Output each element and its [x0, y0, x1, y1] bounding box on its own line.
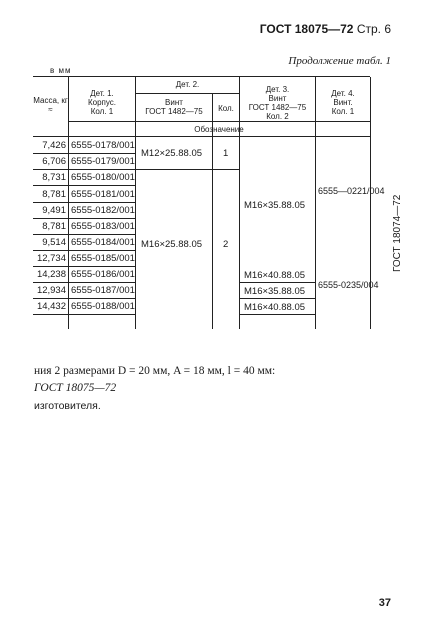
designation-header: Обозначение — [194, 125, 244, 134]
row-separator — [33, 153, 135, 154]
det1-cell: 6555-0183/001 — [71, 221, 135, 232]
det1-cell: 6555-0184/001 — [71, 237, 135, 248]
table-top-border — [33, 76, 370, 77]
standard-number: ГОСТ 18075—72 — [259, 22, 354, 36]
det3-cell: M16×40.88.05 — [244, 270, 306, 281]
det2-qty-group2: 2 — [223, 239, 229, 250]
body-text-line: ния 2 размерами D = 20 мм, A = 18 мм, l = 40 мм: — [34, 365, 276, 377]
units-label: в мм — [50, 66, 72, 75]
det4-screw-label: Винт. — [333, 98, 353, 107]
mass-cell: 14,432 — [36, 301, 66, 312]
row-separator — [33, 298, 135, 299]
det1-cell: 6555-0187/001 — [71, 285, 135, 296]
table-continuation-label: Продолжение табл. 1 — [288, 55, 391, 67]
row-separator — [33, 234, 135, 235]
header-det2-screw — [136, 98, 212, 116]
mass-cell: 7,426 — [42, 140, 66, 151]
row-separator — [33, 314, 135, 315]
det3-standard: ГОСТ 1482—75 — [248, 103, 307, 112]
mass-cell: 6,706 — [42, 156, 66, 167]
header-det3 — [240, 85, 315, 121]
header-mass-label: Масса, кг — [33, 96, 68, 105]
det1-cell: 6555-0186/001 — [71, 269, 135, 280]
det2-group-separator — [135, 169, 239, 170]
side-standard-label: ГОСТ 18074—72 — [392, 194, 403, 272]
designation-row-top — [68, 121, 370, 122]
det2-standard: ГОСТ 1482—75 — [145, 107, 203, 116]
det1-cell: 6555-0180/001 — [71, 172, 135, 183]
det1-cell: 6555-0179/001 — [71, 156, 135, 167]
row-separator — [33, 202, 135, 203]
header-mass — [33, 96, 68, 114]
header-det4 — [316, 89, 370, 116]
page-label: Стр. 6 — [356, 22, 391, 36]
header-mass-extra: ≈ — [48, 105, 53, 114]
row-separator — [33, 185, 135, 186]
header-det1 — [69, 89, 135, 116]
row-separator — [33, 218, 135, 219]
mass-cell: 8,781 — [42, 189, 66, 200]
row-separator — [33, 250, 135, 251]
row-separator — [33, 266, 135, 267]
det1-cell: 6555-0185/001 — [71, 253, 135, 264]
det3-cell: M16×40.88.05 — [244, 302, 306, 313]
det3-screw-group1: M16×35.88.05 — [244, 200, 306, 211]
mass-cell: 12,734 — [36, 253, 66, 264]
det1-cell: 6555-0188/001 — [71, 301, 135, 312]
page-number: 37 — [378, 597, 391, 609]
det3-separator — [239, 282, 315, 283]
mass-cell: 14,238 — [36, 269, 66, 280]
body-text-line: ГОСТ 18075—72 — [34, 382, 117, 394]
mass-cell: 12,934 — [36, 285, 66, 296]
header-det2-qty: Кол. — [218, 104, 234, 113]
det4-title: Дет. 4. — [331, 89, 355, 98]
row-separator — [33, 169, 135, 170]
mass-cell: 8,731 — [42, 172, 66, 183]
det3-qty: Кол. 2 — [266, 112, 289, 121]
det1-qty: Кол. 1 — [90, 107, 114, 116]
det2-qty-group1: 1 — [223, 148, 229, 159]
det1-name: Корпус. — [87, 98, 117, 107]
mass-cell: 9,514 — [42, 237, 66, 248]
det2-header-divider — [135, 93, 239, 94]
row-separator — [33, 282, 135, 283]
det4-screw-group2: 6555-0235/004 — [318, 280, 379, 290]
det4-qty: Кол. 1 — [331, 107, 355, 116]
body-text-line: изготовителя. — [34, 400, 101, 412]
det1-title: Дет. 1. — [90, 89, 114, 98]
det3-cell: M16×35.88.05 — [244, 286, 306, 297]
det3-separator — [239, 298, 315, 299]
det4-screw-group1: 6555—0221/004 — [318, 186, 385, 196]
det3-separator — [239, 314, 315, 315]
mass-cell: 8,781 — [42, 221, 66, 232]
det3-screw-label: Винт — [268, 94, 287, 103]
mass-cell: 9,491 — [42, 205, 66, 216]
page-header — [260, 22, 391, 36]
col-divider-6 — [370, 77, 371, 329]
det1-cell: 6555-0178/001 — [71, 140, 135, 151]
det1-cell: 6555-0182/001 — [71, 205, 135, 216]
det2-screw-group2: M16×25.88.05 — [141, 239, 203, 250]
det2-screw-label: Винт — [165, 98, 183, 107]
det1-cell: 6555-0181/001 — [71, 189, 135, 200]
designation-row-bottom — [33, 136, 370, 137]
header-det2: Дет. 2. — [175, 80, 200, 89]
det3-title: Дет. 3. — [265, 85, 290, 94]
det2-screw-group1: M12×25.88.05 — [141, 148, 203, 159]
